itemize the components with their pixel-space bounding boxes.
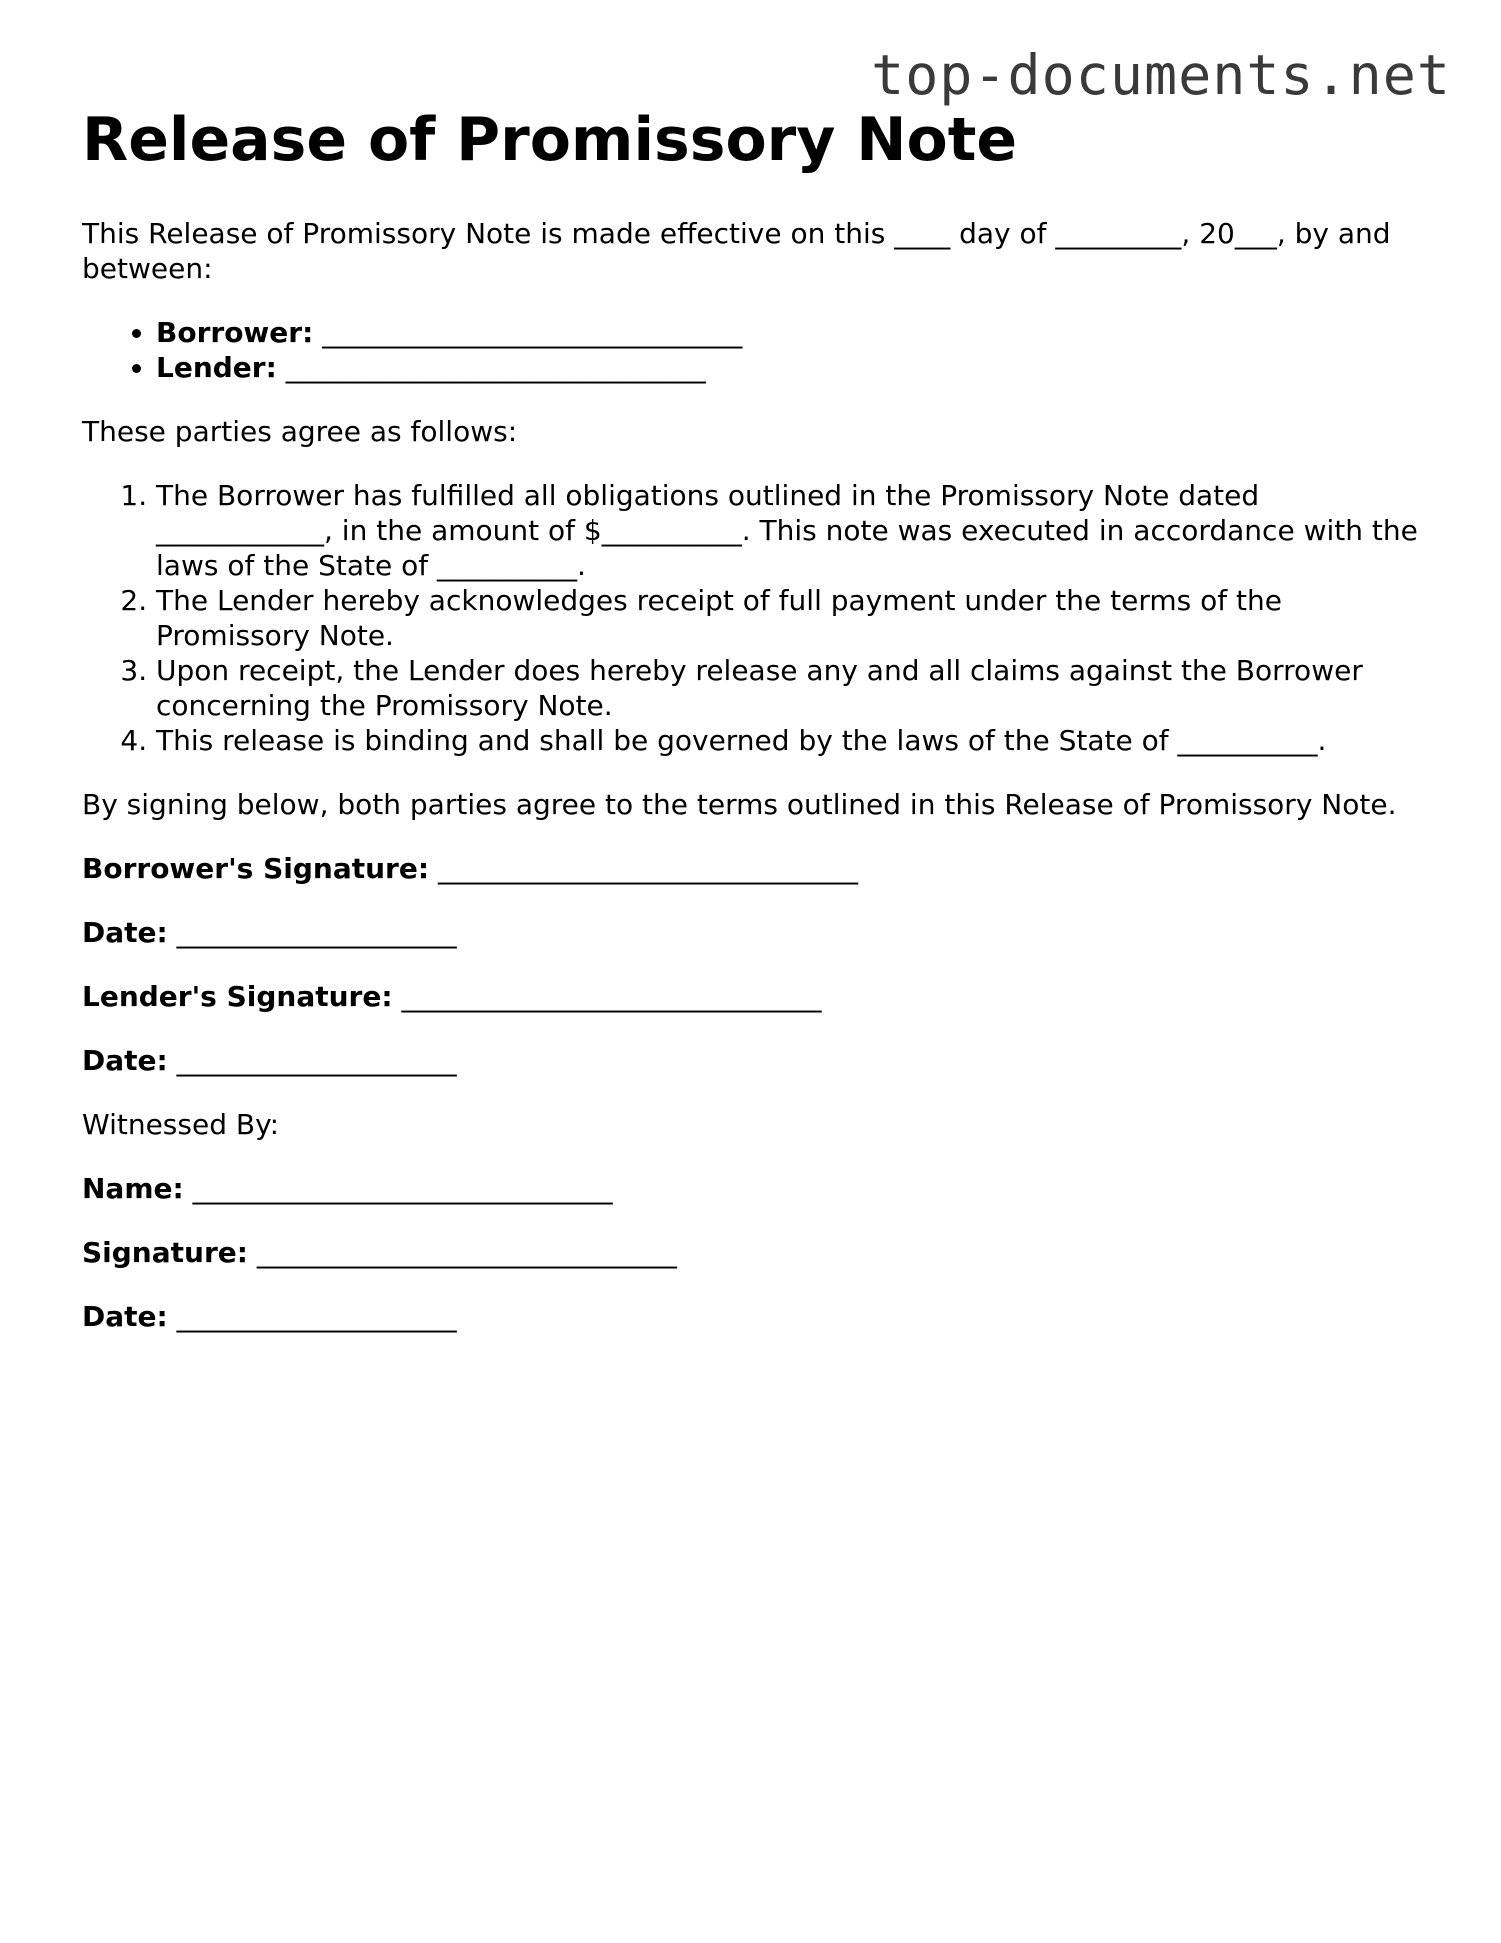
watermark: top-documents.net (871, 43, 1451, 107)
witness-date-label: Date: (82, 1300, 168, 1333)
lender-date-line (82, 1043, 1422, 1078)
term-item: 2. The Lender hereby acknowledges receipt of full payment under the terms of the Promissory Note. (156, 583, 1422, 653)
borrower-signature-blank: ______________________________ (437, 852, 858, 885)
closing-paragraph: By signing below, both parties agree to the terms outlined in this Release of Promissory Note. (82, 788, 1397, 821)
witnessed-by: Witnessed By: (82, 1108, 280, 1141)
borrower-date-label: Date: (82, 916, 168, 949)
parties-list (82, 315, 1422, 385)
witness-signature-blank: ______________________________ (256, 1236, 677, 1269)
lender-date-blank: ____________________ (176, 1044, 457, 1077)
lender-blank: ______________________________ (285, 351, 706, 384)
witness-name-blank: ______________________________ (192, 1172, 613, 1205)
witness-signature-line (82, 1235, 1422, 1270)
borrower-date-blank: ____________________ (176, 916, 457, 949)
borrower-date-line (82, 915, 1422, 950)
lender-signature-line (82, 979, 1422, 1014)
lender-signature-blank: ______________________________ (401, 980, 822, 1013)
borrower-signature-line (82, 851, 1422, 886)
witness-signature-label: Signature: (82, 1236, 248, 1269)
term-item: 3. Upon receipt, the Lender does hereby release any and all claims against the Borrower concerning the Promissory Note. (156, 653, 1422, 723)
party-lender (156, 350, 1422, 385)
witness-name-line (82, 1171, 1422, 1206)
lender-signature-label: Lender's Signature: (82, 980, 393, 1013)
document-title: Release of Promissory Note (82, 105, 1018, 175)
borrower-label: Borrower: (156, 316, 314, 349)
borrower-blank: ______________________________ (322, 316, 743, 349)
agree-text: These parties agree as follows: (82, 415, 518, 448)
party-borrower (156, 315, 1422, 350)
lender-date-label: Date: (82, 1044, 168, 1077)
term-item: 1. The Borrower has fulfilled all obligations outlined in the Promissory Note dated ____________, in the amount of $__________. This note was executed in accordance with the laws of the State of __________. (156, 478, 1422, 583)
intro-paragraph: This Release of Promissory Note is made effective on this ____ day of _________, 20___, by and between: (82, 217, 1391, 285)
witness-date-line (82, 1299, 1422, 1334)
document-page (82, 104, 1422, 1334)
lender-label: Lender: (156, 351, 277, 384)
borrower-signature-label: Borrower's Signature: (82, 852, 430, 885)
term-item: 4. This release is binding and shall be governed by the laws of the State of __________. (156, 723, 1422, 758)
witness-name-label: Name: (82, 1172, 184, 1205)
witness-date-blank: ____________________ (176, 1300, 457, 1333)
terms-list (82, 478, 1422, 758)
